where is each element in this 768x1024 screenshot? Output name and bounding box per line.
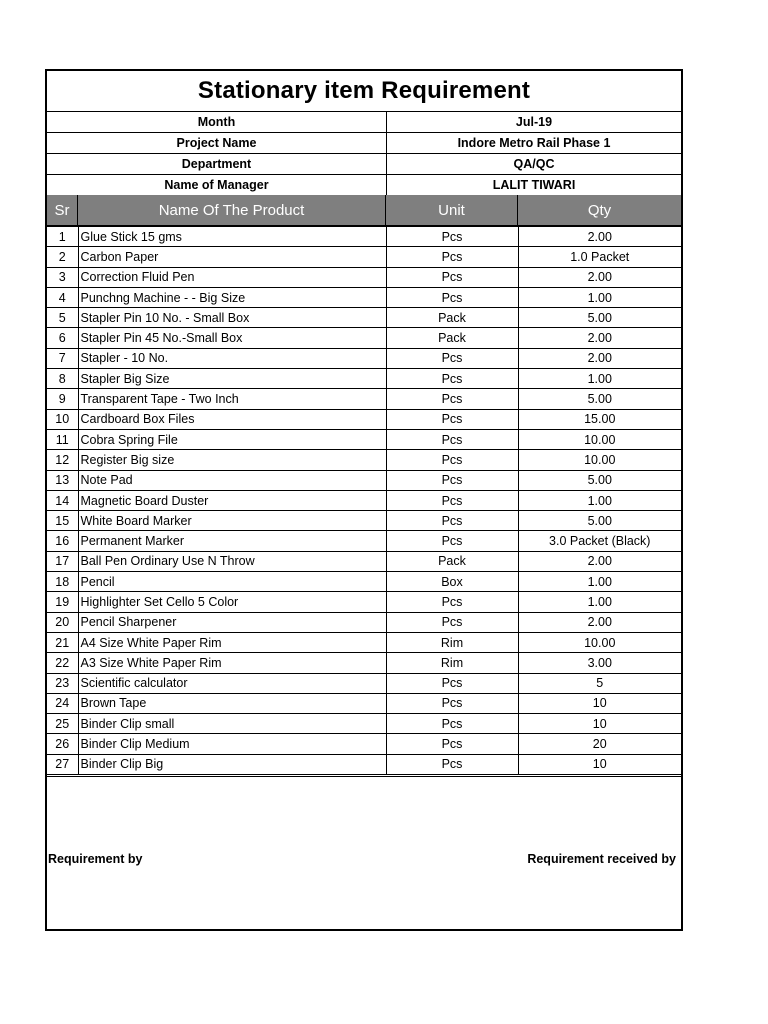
item-qty: 2.00 <box>518 328 681 348</box>
item-sr: 25 <box>47 714 78 734</box>
item-name: Transparent Tape - Two Inch <box>78 389 386 409</box>
column-header-qty: Qty <box>587 201 612 219</box>
item-qty: 10 <box>518 714 681 734</box>
item-sr: 10 <box>47 409 78 429</box>
item-unit: Rim <box>386 653 518 673</box>
item-qty: 15.00 <box>518 409 681 429</box>
item-sr: 24 <box>47 693 78 713</box>
table-row <box>47 714 681 734</box>
column-header-name: Name Of The Product <box>78 195 386 225</box>
item-name: Highlighter Set Cello 5 Color <box>78 592 386 612</box>
item-unit: Pcs <box>386 531 518 551</box>
item-qty: 2.00 <box>518 267 681 287</box>
table-row <box>47 369 681 389</box>
item-sr: 22 <box>47 653 78 673</box>
item-unit: Pcs <box>386 389 518 409</box>
item-qty: 5 <box>518 673 681 693</box>
info-row-month <box>47 112 681 133</box>
table-row <box>47 572 681 592</box>
info-label: Name of Manager <box>47 175 387 196</box>
item-name: Stapler - 10 No. <box>78 348 386 368</box>
item-qty: 5.00 <box>518 470 681 490</box>
info-label: Department <box>47 154 387 175</box>
requirement-received-by-label: Requirement received by <box>527 852 676 866</box>
table-row <box>47 227 681 247</box>
item-qty: 5.00 <box>518 308 681 328</box>
info-label: Project Name <box>47 133 387 154</box>
info-row-project <box>47 133 681 154</box>
item-sr: 17 <box>47 551 78 571</box>
item-unit: Pcs <box>386 470 518 490</box>
item-sr: 23 <box>47 673 78 693</box>
info-table <box>47 112 681 196</box>
item-sr: 7 <box>47 348 78 368</box>
table-row <box>47 551 681 571</box>
item-sr: 20 <box>47 612 78 632</box>
item-unit: Box <box>386 572 518 592</box>
column-header-row <box>47 195 681 226</box>
item-qty: 1.0 Packet <box>518 247 681 267</box>
requirement-sheet <box>45 69 683 931</box>
item-sr: 16 <box>47 531 78 551</box>
item-qty: 1.00 <box>518 369 681 389</box>
item-name: Ball Pen Ordinary Use N Throw <box>78 551 386 571</box>
column-header-sr: Sr <box>47 195 78 225</box>
table-row <box>47 531 681 551</box>
item-name: Carbon Paper <box>78 247 386 267</box>
table-row <box>47 389 681 409</box>
item-name: Binder Clip small <box>78 714 386 734</box>
table-row <box>47 632 681 652</box>
table-row <box>47 308 681 328</box>
item-name: Scientific calculator <box>78 673 386 693</box>
item-name: Brown Tape <box>78 693 386 713</box>
item-sr: 5 <box>47 308 78 328</box>
item-unit: Pcs <box>386 267 518 287</box>
item-name: Permanent Marker <box>78 531 386 551</box>
item-name: White Board Marker <box>78 511 386 531</box>
item-qty: 10.00 <box>518 450 681 470</box>
item-unit: Pack <box>386 551 518 571</box>
item-unit: Pcs <box>386 673 518 693</box>
info-value: QA/QC <box>387 154 682 175</box>
item-qty: 2.00 <box>518 612 681 632</box>
item-name: A3 Size White Paper Rim <box>78 653 386 673</box>
table-row <box>47 653 681 673</box>
item-qty: 5.00 <box>518 389 681 409</box>
info-value: Indore Metro Rail Phase 1 <box>387 133 682 154</box>
item-name: Punchng Machine - - Big Size <box>78 287 386 307</box>
item-sr: 9 <box>47 389 78 409</box>
table-row <box>47 328 681 348</box>
table-row <box>47 511 681 531</box>
item-name: Stapler Pin 10 No. - Small Box <box>78 308 386 328</box>
item-unit: Pack <box>386 328 518 348</box>
item-unit: Pcs <box>386 348 518 368</box>
item-name: A4 Size White Paper Rim <box>78 632 386 652</box>
item-unit: Pack <box>386 308 518 328</box>
item-sr: 1 <box>47 227 78 247</box>
item-qty: 10.00 <box>518 429 681 449</box>
item-sr: 19 <box>47 592 78 612</box>
item-sr: 2 <box>47 247 78 267</box>
item-unit: Pcs <box>386 714 518 734</box>
table-row <box>47 470 681 490</box>
item-name: Magnetic Board Duster <box>78 490 386 510</box>
item-sr: 3 <box>47 267 78 287</box>
item-unit: Pcs <box>386 287 518 307</box>
item-unit: Pcs <box>386 247 518 267</box>
item-name: Cobra Spring File <box>78 429 386 449</box>
item-unit: Pcs <box>386 227 518 247</box>
item-unit: Pcs <box>386 754 518 774</box>
item-sr: 8 <box>47 369 78 389</box>
item-sr: 11 <box>47 429 78 449</box>
table-row <box>47 429 681 449</box>
table-row <box>47 409 681 429</box>
item-unit: Pcs <box>386 369 518 389</box>
table-row <box>47 693 681 713</box>
item-unit: Pcs <box>386 693 518 713</box>
item-sr: 18 <box>47 572 78 592</box>
item-sr: 6 <box>47 328 78 348</box>
table-row <box>47 734 681 754</box>
item-qty: 2.00 <box>518 551 681 571</box>
table-row <box>47 267 681 287</box>
item-name: Cardboard Box Files <box>78 409 386 429</box>
item-qty: 20 <box>518 734 681 754</box>
item-qty: 10 <box>518 754 681 774</box>
info-row-manager <box>47 175 681 196</box>
info-row-department <box>47 154 681 175</box>
info-label: Month <box>47 112 387 133</box>
item-unit: Pcs <box>386 450 518 470</box>
item-name: Note Pad <box>78 470 386 490</box>
item-sr: 4 <box>47 287 78 307</box>
item-sr: 13 <box>47 470 78 490</box>
item-sr: 26 <box>47 734 78 754</box>
item-name: Binder Clip Medium <box>78 734 386 754</box>
signature-area <box>47 776 681 929</box>
item-name: Stapler Big Size <box>78 369 386 389</box>
item-unit: Pcs <box>386 511 518 531</box>
item-name: Stapler Pin 45 No.-Small Box <box>78 328 386 348</box>
item-qty: 10 <box>518 693 681 713</box>
item-unit: Pcs <box>386 592 518 612</box>
item-name: Binder Clip Big <box>78 754 386 774</box>
table-row <box>47 612 681 632</box>
table-row <box>47 450 681 470</box>
table-row <box>47 490 681 510</box>
table-row <box>47 287 681 307</box>
requirement-by-label: Requirement by <box>48 852 143 866</box>
item-unit: Pcs <box>386 409 518 429</box>
info-value: Jul-19 <box>387 112 682 133</box>
item-qty: 1.00 <box>518 592 681 612</box>
item-sr: 14 <box>47 490 78 510</box>
table-row <box>47 754 681 774</box>
table-row <box>47 247 681 267</box>
item-name: Register Big size <box>78 450 386 470</box>
table-row <box>47 592 681 612</box>
info-value: LALIT TIWARI <box>387 175 682 196</box>
item-name: Glue Stick 15 gms <box>78 227 386 247</box>
item-qty: 10.00 <box>518 632 681 652</box>
item-unit: Pcs <box>386 429 518 449</box>
item-name: Correction Fluid Pen <box>78 267 386 287</box>
item-sr: 15 <box>47 511 78 531</box>
table-row <box>47 673 681 693</box>
item-sr: 21 <box>47 632 78 652</box>
item-qty: 5.00 <box>518 511 681 531</box>
items-table <box>47 226 681 775</box>
item-name: Pencil Sharpener <box>78 612 386 632</box>
item-qty: 3.00 <box>518 653 681 673</box>
item-unit: Rim <box>386 632 518 652</box>
item-name: Pencil <box>78 572 386 592</box>
sheet-title: Stationary item Requirement <box>47 71 681 112</box>
item-qty: 1.00 <box>518 490 681 510</box>
item-qty: 2.00 <box>518 227 681 247</box>
item-unit: Pcs <box>386 490 518 510</box>
column-header-unit: Unit <box>386 195 518 225</box>
item-sr: 27 <box>47 754 78 774</box>
item-sr: 12 <box>47 450 78 470</box>
table-row <box>47 348 681 368</box>
item-qty: 1.00 <box>518 572 681 592</box>
item-qty: 3.0 Packet (Black) <box>518 531 681 551</box>
item-unit: Pcs <box>386 612 518 632</box>
item-qty: 2.00 <box>518 348 681 368</box>
item-qty: 1.00 <box>518 287 681 307</box>
item-unit: Pcs <box>386 734 518 754</box>
